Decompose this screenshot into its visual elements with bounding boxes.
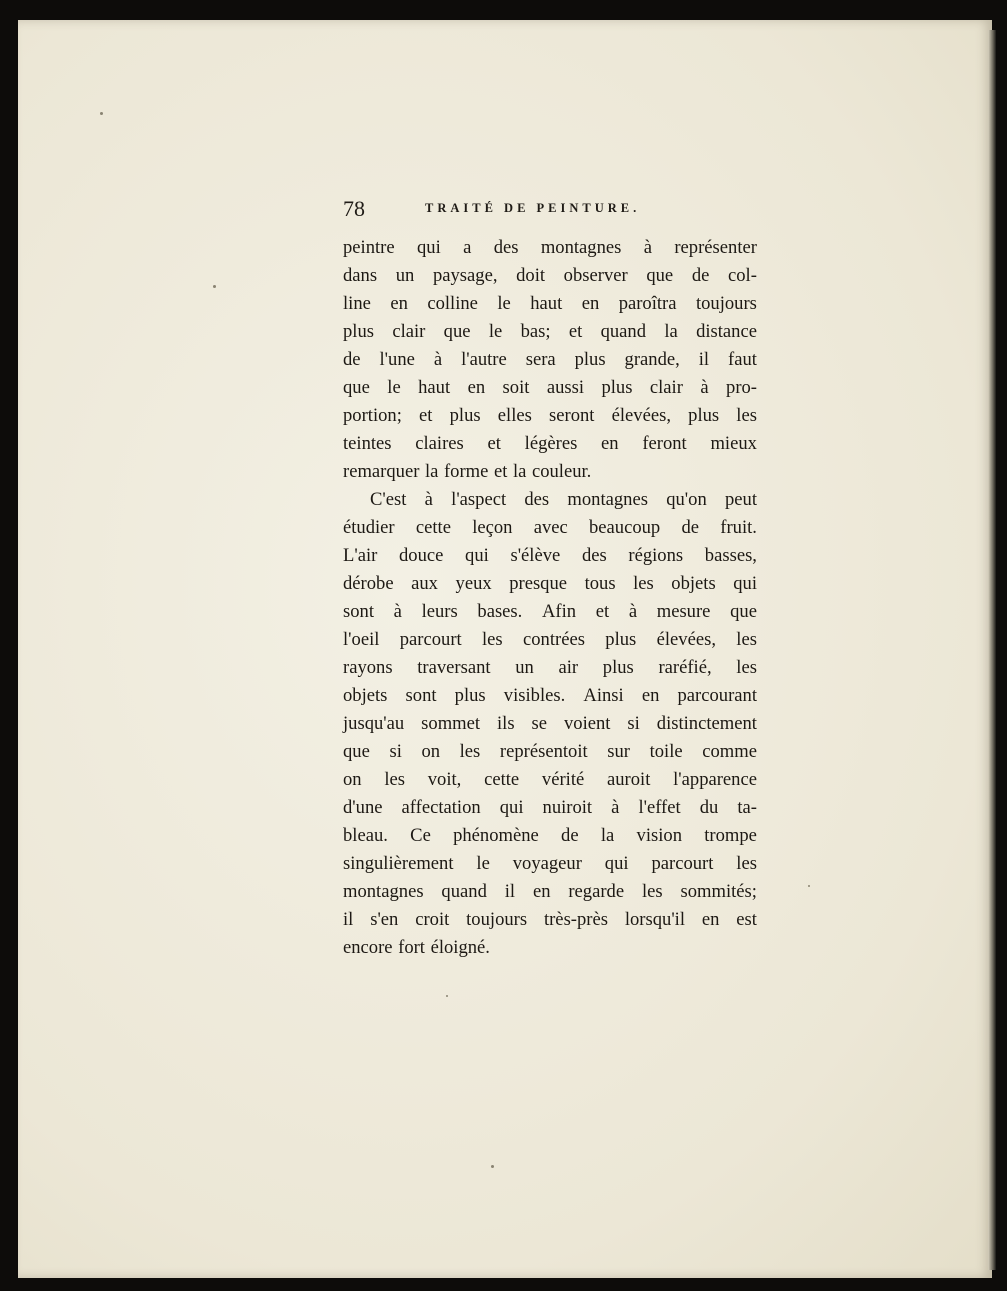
word: étudier [343, 517, 395, 538]
word: basses, [704, 545, 757, 566]
word: dérobe [343, 573, 394, 594]
word: on [343, 769, 362, 790]
word: quand [441, 881, 487, 902]
word: remarquer [343, 461, 420, 482]
word: col- [728, 265, 757, 286]
word: plus [605, 629, 637, 650]
word: sommités; [680, 881, 757, 902]
word: ta- [737, 797, 757, 818]
word: voyageur [512, 853, 582, 874]
word: voient [563, 713, 611, 734]
word: mieux [710, 433, 757, 454]
paper-speck [491, 1165, 494, 1168]
word: en [601, 433, 619, 454]
word: est [736, 909, 757, 930]
word: l'effet [638, 797, 681, 818]
word: trompe [704, 825, 757, 846]
text-line [343, 682, 757, 710]
word: plus [454, 685, 486, 706]
word: leurs [421, 601, 458, 622]
word: les [736, 657, 757, 678]
word: la [664, 321, 678, 342]
word: haut [530, 293, 563, 314]
text-line [343, 654, 757, 682]
word: à [393, 601, 402, 622]
word: représenter [674, 237, 757, 258]
text-line [343, 430, 757, 458]
word: dans [343, 265, 378, 286]
word: aussi [546, 377, 585, 398]
word: de [681, 517, 700, 538]
word: élevées, [656, 629, 716, 650]
word: teintes [343, 433, 392, 454]
word: plus [602, 657, 634, 678]
word: de [691, 265, 710, 286]
text-line [343, 318, 757, 346]
word: peut [724, 489, 757, 510]
word: les [736, 629, 757, 650]
word: montagnes [540, 237, 622, 258]
word: l'une [379, 349, 415, 370]
word: sont [343, 601, 374, 622]
word: à [628, 601, 638, 622]
word: leçon [472, 517, 513, 538]
word: des [493, 237, 519, 258]
page-header [343, 196, 763, 222]
word: seront [549, 405, 595, 426]
word: en [581, 293, 600, 314]
word: qui [499, 797, 524, 818]
word: singulièrement [343, 853, 454, 874]
word: toujours [466, 909, 528, 930]
word: les [384, 769, 405, 790]
word: paysage, [432, 265, 498, 286]
word: le [476, 853, 490, 874]
word: L'air [343, 545, 378, 566]
word: la [512, 461, 527, 482]
word: clair [392, 321, 426, 342]
word: en [467, 377, 486, 398]
text-line [343, 934, 757, 962]
word: montagnes [343, 881, 424, 902]
text-line [343, 570, 757, 598]
word: jusqu'au [343, 713, 405, 734]
text-line [343, 850, 757, 878]
word: il [343, 909, 354, 930]
word: vérité [541, 769, 585, 790]
word: que [343, 741, 370, 762]
word: à [700, 377, 709, 398]
paper-speck [213, 285, 216, 288]
word: le [387, 377, 401, 398]
paper-speck [808, 885, 810, 887]
text-line [343, 906, 757, 934]
word: mesure [656, 601, 711, 622]
word: aux [411, 573, 438, 594]
word: croit [415, 909, 450, 930]
word: qui [733, 573, 757, 594]
word: si [389, 741, 402, 762]
word: a [463, 237, 472, 258]
word: bas; [520, 321, 551, 342]
word: peintre [343, 237, 395, 258]
word: les [736, 853, 757, 874]
word: claires [415, 433, 464, 454]
word: des [524, 489, 550, 510]
word: régions [628, 545, 684, 566]
word: et [493, 461, 508, 482]
body-text [343, 234, 757, 962]
word: bleau. [343, 825, 388, 846]
word: si [627, 713, 640, 734]
word: de [561, 825, 579, 846]
word: regarde [568, 881, 625, 902]
word: à [643, 237, 652, 258]
word: encore [343, 937, 393, 958]
word: sera [525, 349, 556, 370]
word: et [487, 433, 501, 454]
paper-speck [446, 995, 448, 997]
word: montagnes [567, 489, 648, 510]
word: auroit [607, 769, 651, 790]
word: de [343, 349, 361, 370]
word: les [633, 573, 654, 594]
word: à [424, 489, 433, 510]
word: on [421, 741, 441, 762]
word: Afin [541, 601, 577, 622]
running-head: TRAITÉ DE PEINTURE. [425, 201, 641, 215]
word: avec [533, 517, 568, 538]
word: cette [415, 517, 451, 538]
word: l'apparence [673, 769, 757, 790]
word: très-près [543, 909, 608, 930]
text-line [343, 822, 757, 850]
word: quand [600, 321, 647, 342]
word: affectation [401, 797, 481, 818]
word: distance [696, 321, 757, 342]
page-edge [988, 30, 996, 1270]
word: s'élève [510, 545, 561, 566]
word: parcourt [651, 853, 714, 874]
page-number: 78 [343, 196, 365, 221]
word: qui [604, 853, 629, 874]
word: du [699, 797, 719, 818]
word: en [390, 293, 408, 314]
word: tous [584, 573, 616, 594]
word: feront [642, 433, 687, 454]
word: il [698, 349, 710, 370]
word: ils [497, 713, 515, 734]
word: nuiroit [542, 797, 593, 818]
word: beaucoup [588, 517, 661, 538]
word: objets [671, 573, 716, 594]
word: rayons [343, 657, 393, 678]
word: un [395, 265, 415, 286]
word: soit [502, 377, 530, 398]
word: colline [427, 293, 478, 314]
text-line [343, 626, 757, 654]
text-line [343, 262, 757, 290]
word: plus [343, 321, 374, 342]
text-line [343, 374, 757, 402]
word: les [459, 741, 481, 762]
word: que [343, 377, 370, 398]
word: fort [398, 937, 425, 958]
word: objets [343, 685, 388, 706]
word: en [641, 685, 660, 706]
word: en [701, 909, 720, 930]
word: l'oeil [343, 629, 380, 650]
word: presque [509, 573, 568, 594]
text-line [343, 878, 757, 906]
word: éloigné. [430, 937, 490, 958]
word: contrées [523, 629, 585, 650]
text-line [343, 486, 757, 514]
word: se [531, 713, 548, 734]
text-line [343, 290, 757, 318]
text-line [343, 710, 757, 738]
text-line [343, 458, 757, 486]
word: plus [601, 377, 633, 398]
word: raréfié, [658, 657, 712, 678]
word: comme [702, 741, 757, 762]
text-line [343, 794, 757, 822]
word: couleur. [531, 461, 592, 482]
word: visibles. [503, 685, 566, 706]
word: clair [649, 377, 683, 398]
word: les [641, 881, 663, 902]
word: fruit. [720, 517, 757, 538]
word: plus [574, 349, 606, 370]
word: plus [688, 405, 720, 426]
word: et [595, 601, 610, 622]
word: parcourant [677, 685, 757, 706]
word: représentoit [499, 741, 588, 762]
word: les [736, 405, 757, 426]
word: qu'on [666, 489, 707, 510]
paragraph [343, 486, 757, 962]
word: que [730, 601, 757, 622]
word: qui [465, 545, 489, 566]
word: C'est [370, 489, 407, 510]
word: air [558, 657, 579, 678]
word: toile [649, 741, 683, 762]
word: Ainsi [583, 685, 624, 706]
word: forme [443, 461, 489, 482]
word: qui [416, 237, 441, 258]
word: cette [484, 769, 520, 790]
word: que [646, 265, 674, 286]
word: line [343, 293, 371, 314]
word: l'aspect [451, 489, 507, 510]
word: un [515, 657, 534, 678]
text-line [343, 402, 757, 430]
word: observer [563, 265, 628, 286]
paper-speck [100, 112, 103, 115]
word: distinctement [656, 713, 757, 734]
text-line [343, 766, 757, 794]
word: le [488, 321, 503, 342]
word: en [532, 881, 551, 902]
word: traversant [417, 657, 491, 678]
word: elles [497, 405, 532, 426]
word: il [504, 881, 516, 902]
word: à [611, 797, 620, 818]
word: que [443, 321, 471, 342]
text-line [343, 514, 757, 542]
word: parcourt [399, 629, 462, 650]
word: grande, [624, 349, 680, 370]
word: d'une [343, 797, 383, 818]
word: à [433, 349, 443, 370]
word: sommet [421, 713, 481, 734]
word: la [424, 461, 439, 482]
word: lorsqu'il [624, 909, 686, 930]
paragraph [343, 234, 757, 486]
word: s'en [370, 909, 399, 930]
word: faut [728, 349, 757, 370]
word: phénomène [453, 825, 539, 846]
word: toujours [695, 293, 757, 314]
text-line [343, 542, 757, 570]
word: et [568, 321, 583, 342]
word: doit [516, 265, 546, 286]
text-line [343, 234, 757, 262]
word: plus [449, 405, 481, 426]
word: voit, [427, 769, 462, 790]
word: haut [418, 377, 451, 398]
word: yeux [455, 573, 492, 594]
word: légères [524, 433, 578, 454]
word: paroîtra [618, 293, 677, 314]
text-line [343, 346, 757, 374]
word: la [600, 825, 615, 846]
word: les [482, 629, 503, 650]
word: pro- [726, 377, 757, 398]
text-line [343, 738, 757, 766]
word: des [581, 545, 607, 566]
word: portion; [343, 405, 402, 426]
word: vision [636, 825, 682, 846]
word: Ce [410, 825, 431, 846]
word: douce [398, 545, 444, 566]
word: sur [607, 741, 630, 762]
text-line [343, 598, 757, 626]
word: bases. [477, 601, 523, 622]
word: sont [405, 685, 437, 706]
word: le [497, 293, 511, 314]
word: élevées, [611, 405, 671, 426]
word: l'autre [461, 349, 507, 370]
word: et [419, 405, 433, 426]
